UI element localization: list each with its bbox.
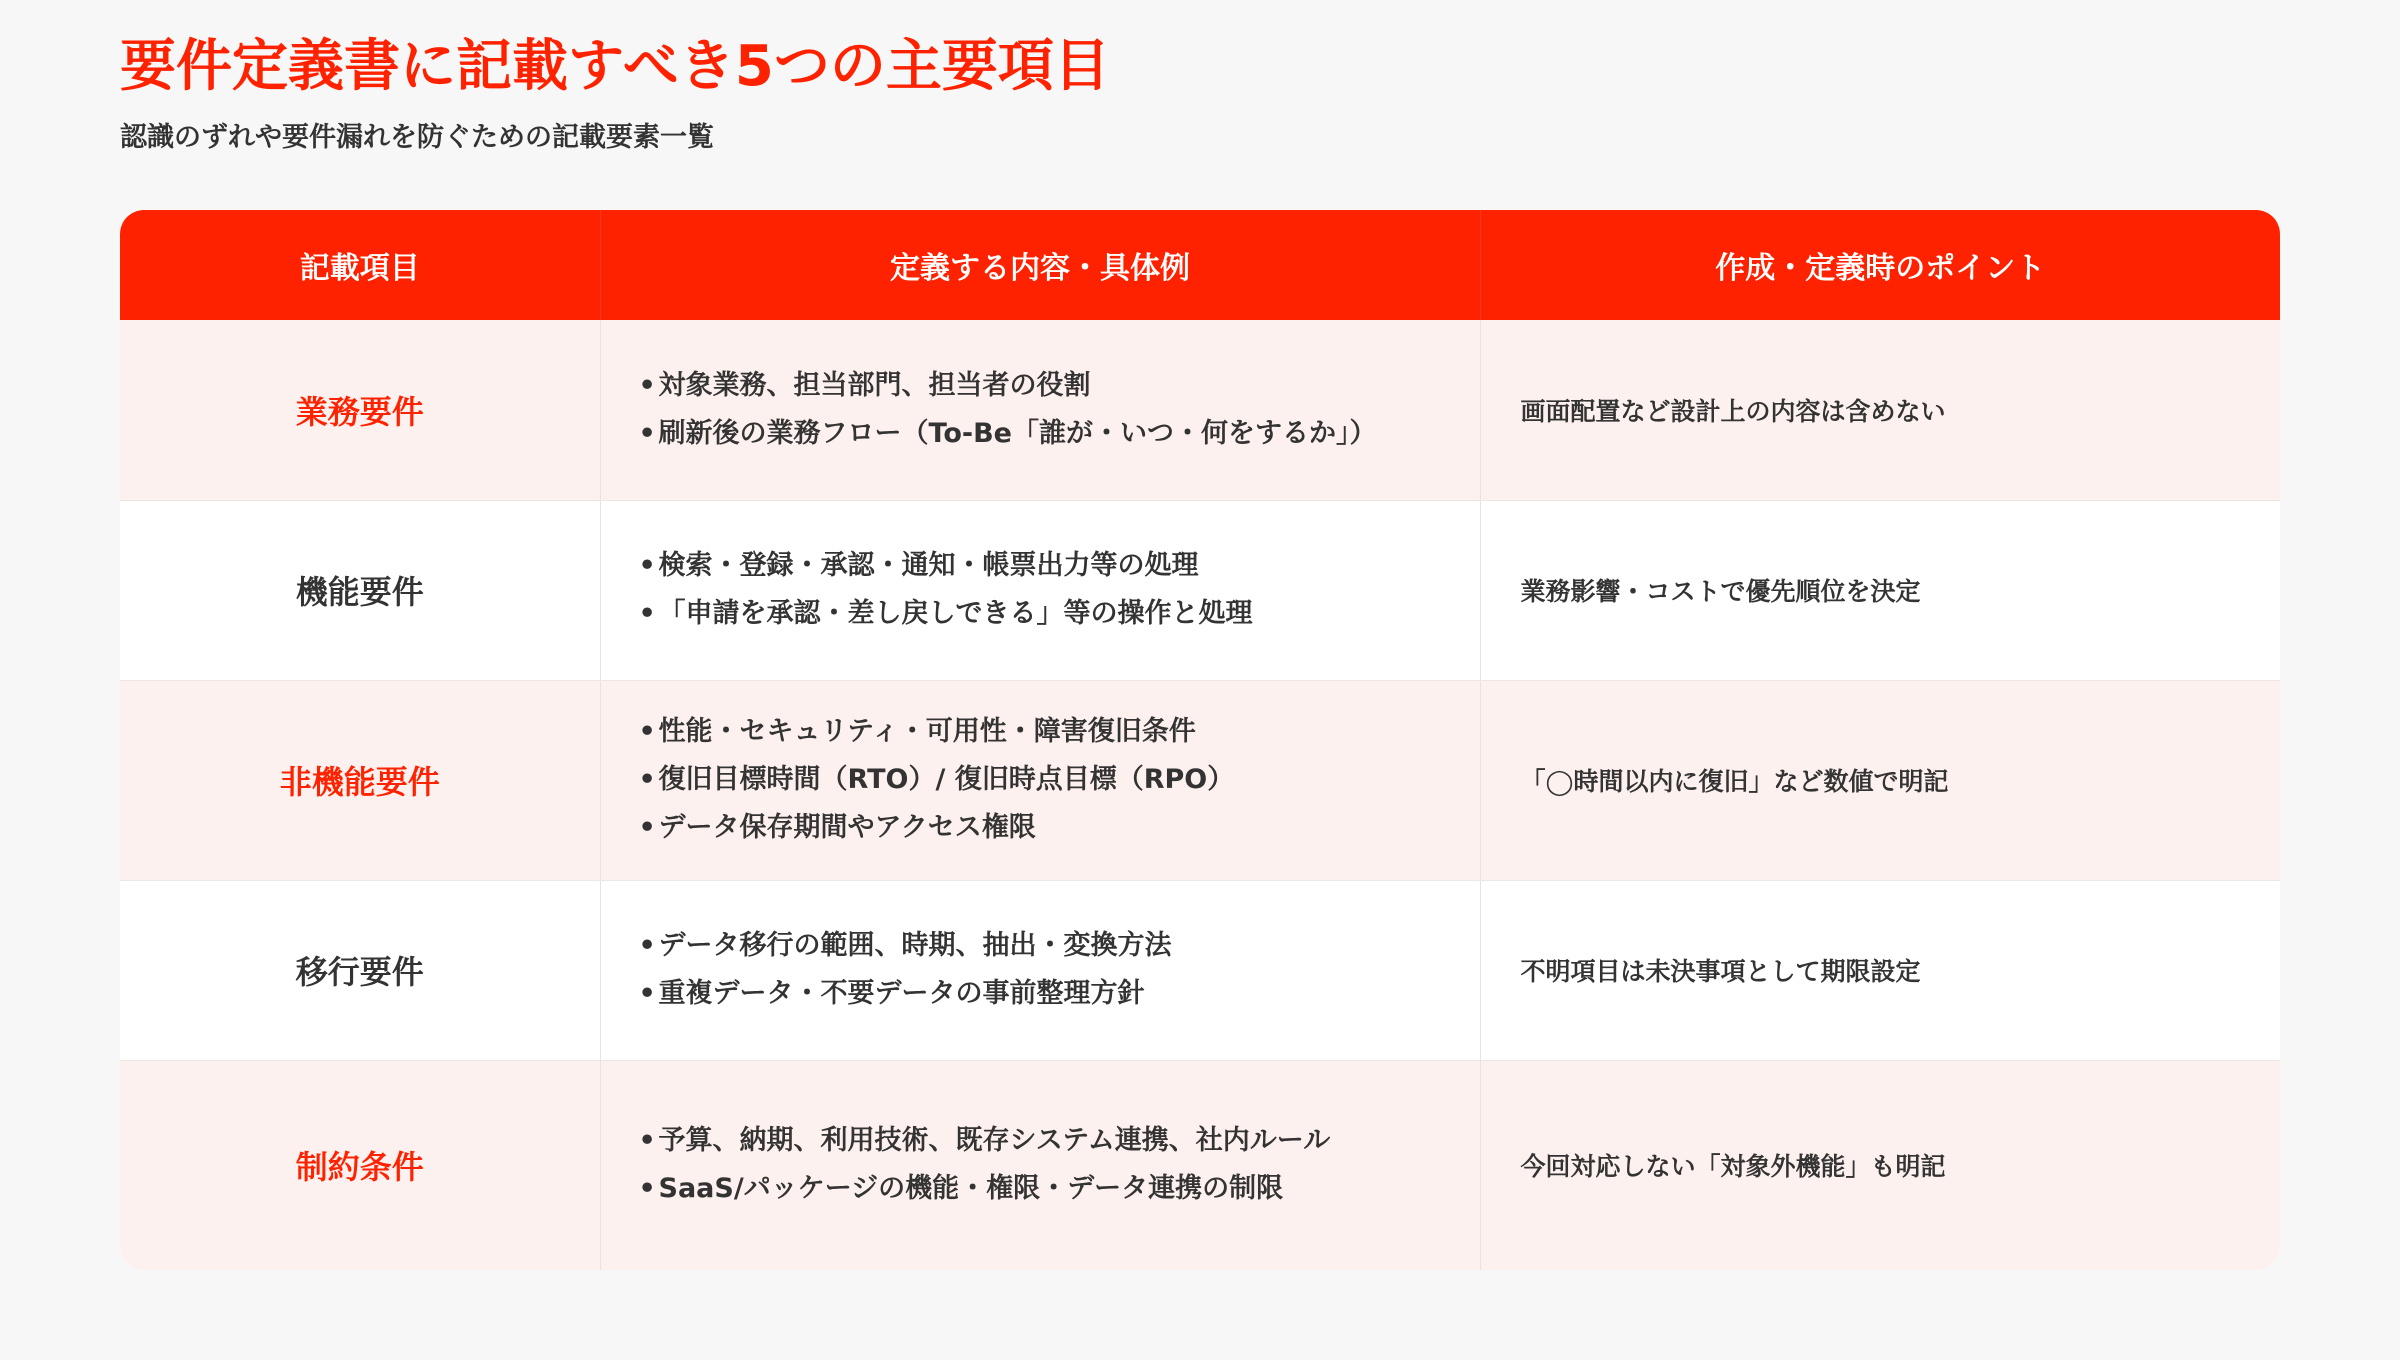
list-item bbox=[639, 922, 1480, 970]
row-details bbox=[600, 320, 1480, 500]
table-row bbox=[120, 1060, 2280, 1270]
list-item bbox=[639, 1117, 1480, 1165]
list-item-text: 対象業務、担当部門、担当者の役割 bbox=[658, 369, 1091, 401]
row-point: 画面配置など設計上の内容は含めない bbox=[1480, 320, 2280, 500]
bullet-dot-icon: • bbox=[638, 1125, 656, 1157]
list-item-text: 重複データ・不要データの事前整理方針 bbox=[658, 978, 1145, 1009]
requirements-table bbox=[120, 210, 2280, 1270]
row-point: 今回対応しない「対象外機能」も明記 bbox=[1480, 1060, 2280, 1270]
list-item bbox=[639, 590, 1480, 638]
list-item-text: 「申請を承認・差し戻しできる」等の操作と処理 bbox=[658, 598, 1253, 629]
bullet-dot-icon: • bbox=[638, 417, 656, 449]
list-item-text: 刷新後の業務フロー（To-Be「誰が・いつ・何をするか」） bbox=[658, 417, 1377, 449]
row-details bbox=[600, 680, 1480, 880]
table-row bbox=[120, 680, 2280, 880]
list-item bbox=[639, 542, 1480, 590]
bullet-dot-icon: • bbox=[638, 716, 656, 747]
details-list bbox=[639, 362, 1480, 458]
list-item-text: 予算、納期、利用技術、既存システム連携、社内ルール bbox=[658, 1125, 1331, 1157]
list-item bbox=[639, 410, 1480, 458]
header-details: 定義する内容・具体例 bbox=[600, 210, 1480, 320]
header-item: 記載項目 bbox=[120, 210, 600, 320]
list-item bbox=[639, 1165, 1480, 1213]
list-item bbox=[639, 970, 1480, 1018]
header-point: 作成・定義時のポイント bbox=[1480, 210, 2280, 320]
list-item-text: 復旧目標時間（RTO）/ 復旧時点目標（RPO） bbox=[658, 764, 1235, 795]
requirements-table-card bbox=[120, 210, 2280, 1270]
list-item bbox=[639, 362, 1480, 410]
list-item bbox=[639, 804, 1480, 852]
table-row bbox=[120, 880, 2280, 1060]
bullet-dot-icon: • bbox=[638, 978, 656, 1009]
table-row bbox=[120, 320, 2280, 500]
details-list bbox=[639, 1117, 1480, 1213]
details-list bbox=[639, 922, 1480, 1018]
bullet-dot-icon: • bbox=[638, 369, 656, 401]
list-item bbox=[639, 756, 1480, 804]
bullet-dot-icon: • bbox=[638, 930, 656, 961]
page-title: 要件定義書に記載すべき5つの主要項目 bbox=[120, 34, 1110, 99]
details-list bbox=[639, 708, 1480, 852]
list-item-text: 性能・セキュリティ・可用性・障害復旧条件 bbox=[658, 716, 1196, 747]
row-details bbox=[600, 1060, 1480, 1270]
row-point: 「◯時間以内に復旧」など数値で明記 bbox=[1480, 680, 2280, 880]
bullet-dot-icon: • bbox=[638, 764, 656, 795]
bullet-dot-icon: • bbox=[638, 1173, 656, 1205]
bullet-dot-icon: • bbox=[638, 598, 656, 629]
row-item-label: 制約条件 bbox=[120, 1060, 600, 1270]
list-item-text: 検索・登録・承認・通知・帳票出力等の処理 bbox=[658, 550, 1199, 581]
table-row bbox=[120, 500, 2280, 680]
row-item-label: 非機能要件 bbox=[120, 680, 600, 880]
page-subtitle: 認識のずれや要件漏れを防ぐための記載要素一覧 bbox=[120, 122, 714, 153]
details-list bbox=[639, 542, 1480, 638]
list-item bbox=[639, 708, 1480, 756]
row-details bbox=[600, 880, 1480, 1060]
table-header-row bbox=[120, 210, 2280, 320]
bullet-dot-icon: • bbox=[638, 812, 656, 843]
row-details bbox=[600, 500, 1480, 680]
row-point: 業務影響・コストで優先順位を決定 bbox=[1480, 500, 2280, 680]
row-point: 不明項目は未決事項として期限設定 bbox=[1480, 880, 2280, 1060]
row-item-label: 移行要件 bbox=[120, 880, 600, 1060]
list-item-text: SaaS/パッケージの機能・権限・データ連携の制限 bbox=[658, 1173, 1284, 1205]
row-item-label: 機能要件 bbox=[120, 500, 600, 680]
row-item-label: 業務要件 bbox=[120, 320, 600, 500]
bullet-dot-icon: • bbox=[638, 550, 656, 581]
list-item-text: データ保存期間やアクセス権限 bbox=[658, 812, 1036, 843]
list-item-text: データ移行の範囲、時期、抽出・変換方法 bbox=[658, 930, 1172, 961]
